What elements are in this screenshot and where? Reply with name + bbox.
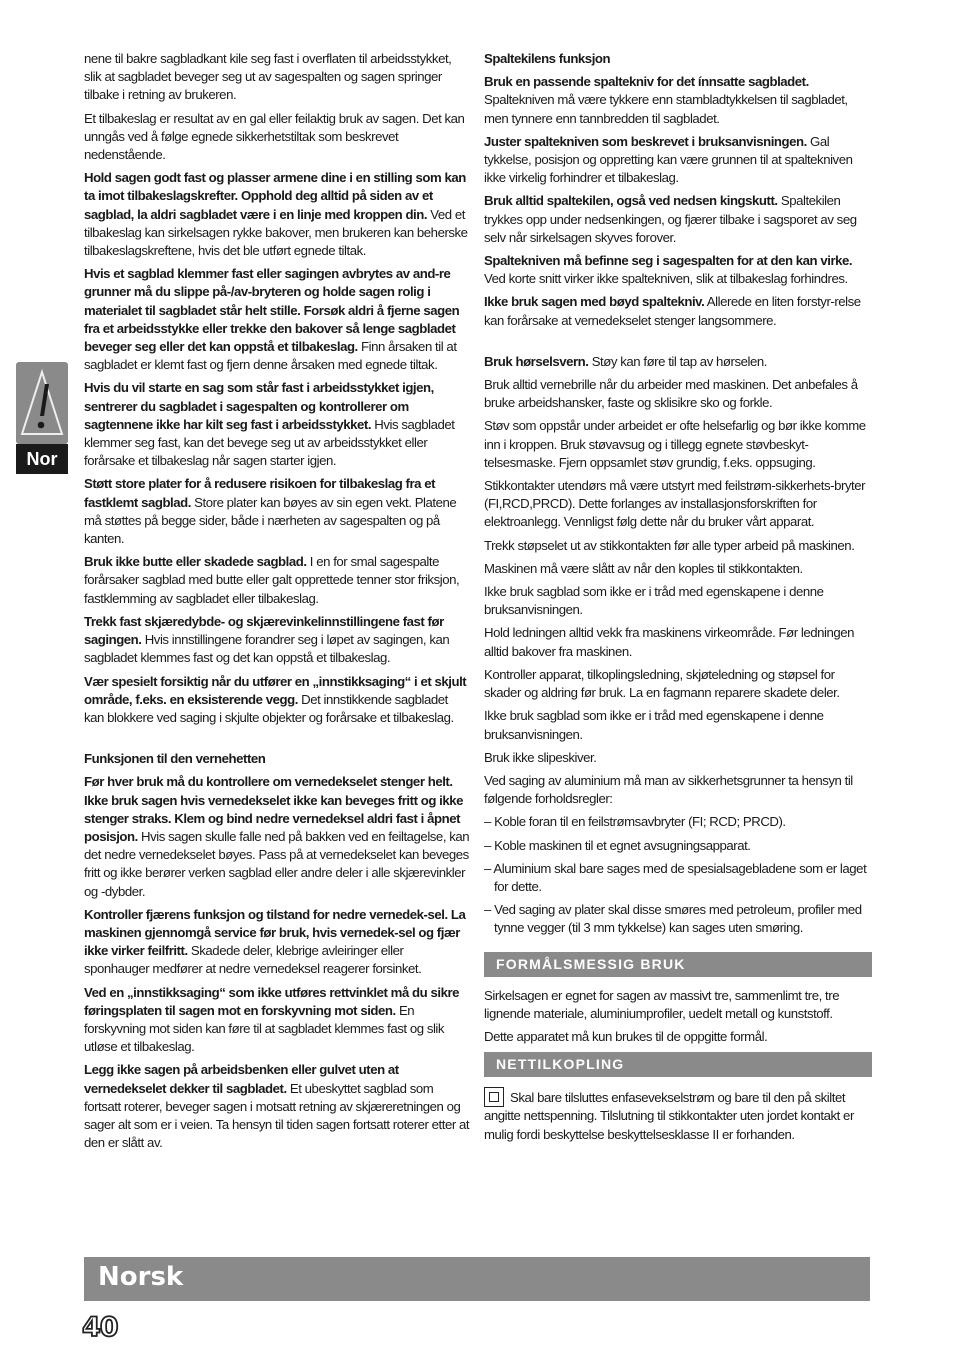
- paragraph: Ved en „innstikksaging“ som ikke utføres rettvinklet må du sikre føringsplaten til sagen mot en forskyvning mot siden. En forskyvning mot siden kan føre til at sagbladet klemmes fast og slik utløse et tilbakeslag.: [84, 984, 460, 1055]
- paragraph: Hvis et sagblad klemmer fast eller sagingen avbrytes av and-re grunner må du slippe på-/av-bryteren og holde sagen rolig i materialet til sagbladet står helt stille. Forsøk aldri å fjerne sagen fra et arbeidsstykke eller trekke den bakover så lenge sagbladet beveger seg eller det kan oppstå et tilbakeslag. Finn årsaken til at sagbladet er klemt fast og fjern denne årsaken med egnede tiltak.: [84, 266, 460, 373]
- paragraph: Sirkelsagen er egnet for sagen av massivt tre, sammenlimt tre, tre lignende materiale, aluminiumprofiler, uedelt metall og kunststoff.: [484, 987, 840, 1021]
- paragraph: Stikkontakter utendørs må være utstyrt med feilstrøm-sikkerhets-bryter (FI,RCD,PRCD). Dette forlanges av installasjonsforskriften for elektroanlegg. Vennligst følg dette når du bruker vårt apparat.: [484, 478, 866, 530]
- paragraph: Spaltekniven må befinne seg i sagespalten for at den kan virke. Ved korte snitt virker ikke spaltekniven, slik at tilbakeslag forhindres.: [484, 253, 853, 287]
- list-item: – Koble maskinen til et egnet avsugningsapparat.: [484, 837, 751, 853]
- warning-block: [16, 362, 68, 444]
- left-column: [84, 50, 470, 1157]
- list-item: – Aluminium skal bare sages med de spesialsagebladene som er laget for dette.: [484, 860, 867, 894]
- paragraph: Kontroller apparat, tilkoplingsledning, skjøteledning og støpsel for skader og aldring før bruk. La en fagmann reparere skadete deler.: [484, 666, 840, 701]
- page-number: 40: [82, 1312, 118, 1343]
- paragraph: Juster spaltekniven som beskrevet i bruksanvisningen. Gal tykkelse, posisjon og oppretting kan være grunnen til at spaltekniven ikke virkelig forhindrer et tilbakeslag.: [484, 133, 853, 186]
- footer-language-bar: [84, 1257, 870, 1301]
- paragraph: Hvis du vil starte en sag som står fast i arbeidsstykket igjen, sentrerer du sagbladet i sagespalten og kontrollerer om sagtennene ikke har kilt seg fast i arbeidsstykket. Hvis sagbladet klemmer seg fast, kan det bevege seg ut av arbeidsstykket eller forårsake et tilbakeslag når sagen starter igjen.: [84, 380, 455, 469]
- paragraph: Støv som oppstår under arbeidet er ofte helsefarlig og bør ikke komme inn i kroppen. Bruk støvavsug og i tillegg egnete støvbeskyt-telsesmaske. Fjern oppsamlet støv grundig, f.eks. oppsuging.: [484, 418, 866, 470]
- warning-exclamation-icon: [20, 368, 64, 438]
- paragraph: Bruk alltid spaltekilen, også ved nedsen kingskutt. Spaltekilen trykkes opp under nedsenkingen, og fjærer tilbake i sagsporet av seg selv når sirkelsagen skyves forover.: [484, 193, 857, 245]
- paragraph: Hold sagen godt fast og plasser armene dine i en stilling som kan ta imot tilbakeslagskrefter. Opphold deg alltid på siden av et sagblad, la aldri sagbladet være i en linje med kroppen din. Ved et tilbakeslag kan sirkelsagen rykke bakover, men brukeren kan beherske tilbakeslagskreftene, hvis det ble utført egnede tiltak.: [84, 170, 468, 259]
- paragraph: Bruk ikke butte eller skadede sagblad. I en for smal sagespalte forårsaker sagblad med butte eller galt opprettede tenner stor friksjon, fastklemming av sagbladet eller tilbakeslag.: [84, 554, 460, 606]
- paragraph: Trekk fast skjæredybde- og skjærevinkelinnstillingene fast før sagingen. Hvis innstillingene forandrer seg i løpet av sagingen, kan sagbladet klemmes fast og det kan oppstå et tilbakeslag.: [84, 613, 450, 666]
- right-column: [484, 50, 872, 1149]
- footer-language: Norsk: [98, 1262, 184, 1292]
- paragraph: Kontroller fjærens funksjon og tilstand for nedre vernedek-sel. La maskinen gjennomgå service før bruk, hvis vernedek-sel og fjær ikke virker feilfritt. Skadede deler, klebrige avleiringer eller sponhauger medfører at nedre vernedeksel reagerer forsinket.: [84, 906, 466, 977]
- paragraph: Legg ikke sagen på arbeidsbenken eller gulvet uten at vernedekselet dekker til sagbladet. Et ubeskyttet sagblad som fortsatt roterer, beveger sagen i motsatt retning av skjæreretningen og sager alt som er i veien. Ta hensyn til tiden sagen fortsatt roterer etter at den er slått av.: [84, 1062, 470, 1151]
- paragraph: Bruk alltid vernebrille når du arbeider med maskinen. Det anbefales å bruke arbeidshansker, faste og sklisikre sko og forkle.: [484, 377, 858, 411]
- paragraph: Vær spesielt forsiktig når du utfører en „innstikksaging“ i et skjult område, f.eks. en eksisterende vegg. Det innstikkende sagbladet kan blokkere ved saging i skjulte objekter og forårsake et tilbakeslag.: [84, 673, 467, 725]
- paragraph: Hold ledningen alltid vekk fra maskinens virkeområde. Før ledningen alltid bakover fra maskinen.: [484, 625, 855, 659]
- paragraph: nene til bakre sagbladkant kile seg fast i overflaten til arbeidsstykket, slik at sagbladet beveger seg ut av sagespalten og sagen springer tilbake i retning av brukeren.: [84, 51, 452, 103]
- paragraph: Bruk hørselsvern. Støy kan føre til tap av hørselen.: [484, 353, 767, 369]
- paragraph: Bruk en passende spaltekniv for det ínnsatte sagbladet. Spaltekniven må være tykkere enn stambladtykkelsen til sagbladet, men tynnere enn tannbredden til sagbladet.: [484, 74, 848, 126]
- paragraph: Ikke bruk sagblad som ikke er i tråd med egenskapene i denne bruksanvisningen.: [484, 708, 824, 742]
- paragraph: Ved saging av aluminium må man av sikkerhetsgrunner ta hensyn til følgende forholdsregler:: [484, 772, 853, 807]
- paragraph: Ikke bruk sagblad som ikke er i tråd med egenskapene i denne bruksanvisningen.: [484, 584, 824, 618]
- paragraph: Bruk ikke slipeskiver.: [484, 749, 597, 765]
- protection-class-ii-icon: [484, 1087, 504, 1107]
- paragraph: Dette apparatet må kun brukes til de oppgitte formål.: [484, 1028, 768, 1044]
- paragraph: Støtt store plater for å redusere risikoen for tilbakeslag fra et fastklemt sagblad. Store plater kan bøyes av sin egen vekt. Platene må støttes på begge sider, både i nærheten av sagespalten og på kanten.: [84, 476, 457, 547]
- side-tab: [16, 362, 68, 474]
- list-item: – Koble foran til en feilstrømsavbryter (FI; RCD; PRCD).: [484, 814, 786, 830]
- paragraph: Trekk støpselet ut av stikkontakten før alle typer arbeid på maskinen.: [484, 537, 855, 553]
- section-heading: Spaltekilens funksjon: [484, 51, 611, 66]
- section-heading: Funksjonen til den vernehetten: [84, 751, 266, 767]
- paragraph: Ikke bruk sagen med bøyd spaltekniv. Allerede en liten forstyr-relse kan forårsake at vernedekselet stenger langsommere.: [484, 294, 861, 328]
- list-item: – Ved saging av plater skal disse smøres med petroleum, profiler med tynne vegger (til 3 mm tykkelse) kan sages uten smøring.: [484, 902, 862, 936]
- paragraph: Maskinen må være slått av når den koples til stikkontakten.: [484, 560, 803, 576]
- section-banner-intended-use: FORMÅLSMESSIG BRUK: [484, 952, 872, 977]
- paragraph: Et tilbakeslag er resultat av en gal eller feilaktig bruk av sagen. Det kan unngås ved å følge egnede sikkerhetstiltak som beskrevet nedenstående.: [84, 110, 465, 163]
- side-tab-label: Nor: [16, 444, 68, 474]
- paragraph: Skal bare tilsluttes enfasevekselstrøm og bare til den på skiltet angitte nettspenning. Tilslutning til stikkontakter uten jordet kontakt er mulig fordi beskyttelse beskyttelsesklasse II er forhanden.: [484, 1087, 872, 1144]
- paragraph: Før hver bruk må du kontrollere om vernedekselet stenger helt. Ikke bruk sagen hvis vernedekselet ikke kan beveges fritt og ikke stenger straks. Klem og bind nedre vernedeksel aldri fast i åpnet posisjon. Hvis sagen skulle falle ned på bakken ved en feiltagelse, kan det nedre vernedekselet bøyes. Pass på at vernedekselet kan beveges fritt og ikke berører verken sagblad eller andre deler i alle skjærevinkler og -dybder.: [84, 774, 470, 899]
- section-banner-mains-connection: NETTILKOPLING: [484, 1052, 872, 1077]
